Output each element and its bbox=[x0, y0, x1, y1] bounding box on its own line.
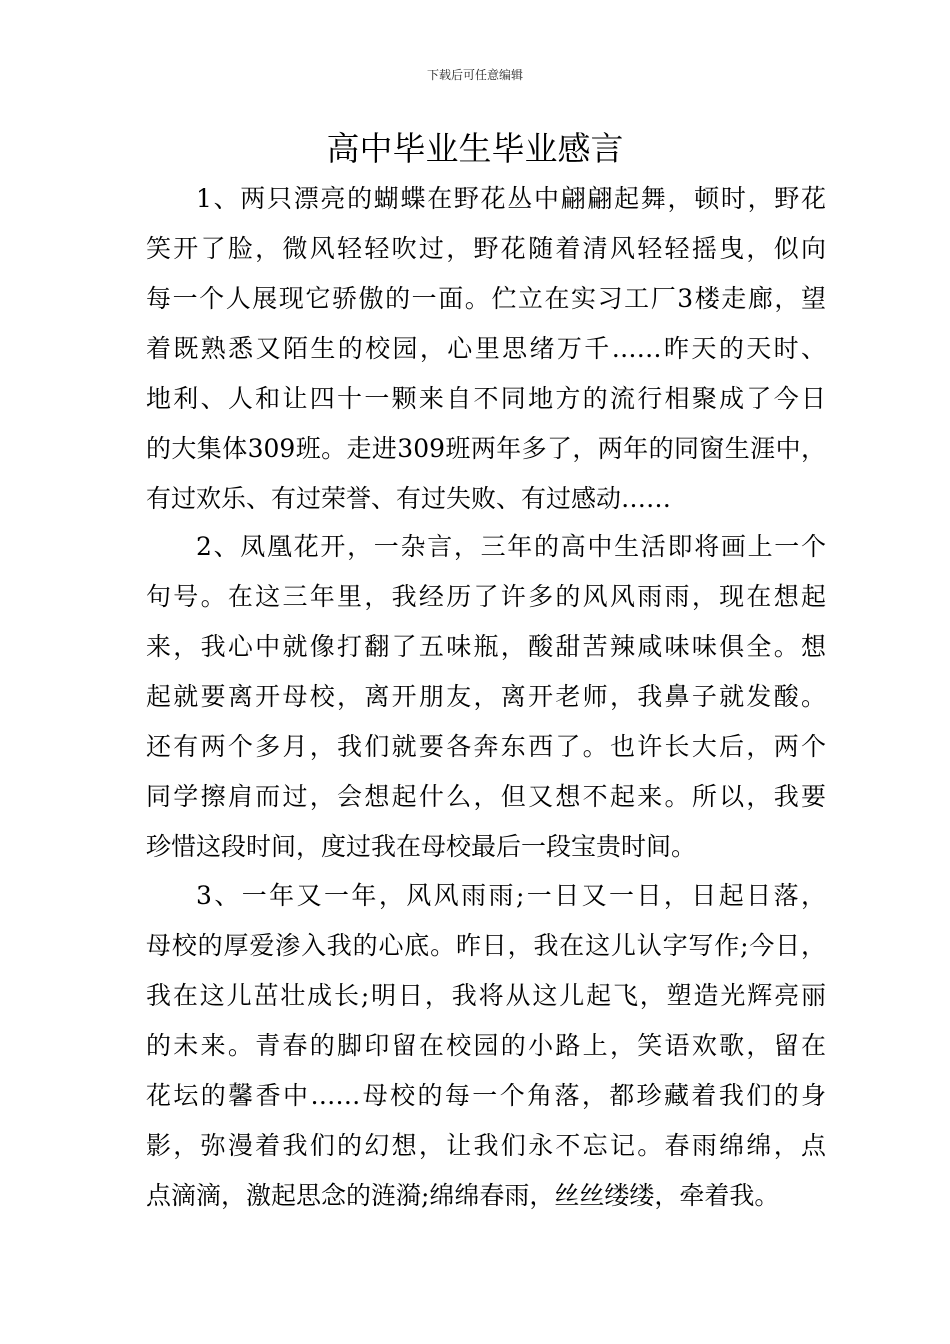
text-line: 影，弥漫着我们的幻想，让我们永不忘记。春雨绵绵，点 bbox=[146, 1131, 826, 1160]
text-line: 的未来。青春的脚印留在校园的小路上，笑语欢歌，留在 bbox=[146, 1031, 826, 1060]
text-line: 地利、人和让四十一颗来自不同地方的流行相聚成了今日 bbox=[146, 384, 826, 413]
header-note: 下载后可任意编辑 bbox=[426, 68, 523, 82]
text-line: 的大集体309班。走进309班两年多了，两年的同窗生涯中， bbox=[146, 434, 826, 463]
text-line: 着既熟悉又陌生的校园，心里思绪万千……昨天的天时、 bbox=[146, 334, 826, 363]
text-line: 有过欢乐、有过荣誉、有过失败、有过感动…… bbox=[146, 484, 672, 513]
text-line: 3、一年又一年，风风雨雨;一日又一日，日起日落， bbox=[196, 881, 826, 910]
text-line: 花坛的馨香中……母校的每一个角落，都珍藏着我们的身 bbox=[146, 1081, 826, 1110]
text-line: 珍惜这段时间，度过我在母校最后一段宝贵时间。 bbox=[146, 832, 697, 861]
text-line: 句号。在这三年里，我经历了许多的风风雨雨，现在想起 bbox=[146, 582, 826, 611]
text-line: 起就要离开母校，离开朋友，离开老师，我鼻子就发酸。 bbox=[146, 682, 826, 711]
text-line: 还有两个多月，我们就要各奔东西了。也许长大后，两个 bbox=[146, 732, 826, 761]
text-line: 2、凤凰花开，一杂言，三年的高中生活即将画上一个 bbox=[196, 532, 826, 561]
text-line: 我在这儿茁壮成长;明日，我将从这儿起飞，塑造光辉亮丽 bbox=[146, 981, 826, 1010]
page-title: 高中毕业生毕业感言 bbox=[326, 129, 624, 168]
text-line: 母校的厚爱渗入我的心底。昨日，我在这儿认字写作;今日， bbox=[146, 931, 826, 960]
text-line: 每一个人展现它骄傲的一面。伫立在实习工厂3楼走廊，望 bbox=[146, 284, 826, 313]
text-line: 点滴滴，激起思念的涟漪;绵绵春雨，丝丝缕缕，牵着我。 bbox=[146, 1181, 780, 1210]
text-line: 同学擦肩而过，会想起什么，但又想不起来。所以，我要 bbox=[146, 782, 826, 811]
text-line: 1、两只漂亮的蝴蝶在野花丛中翩翩起舞，顿时，野花 bbox=[196, 184, 826, 213]
text-line: 来，我心中就像打翻了五味瓶，酸甜苦辣咸味味俱全。想 bbox=[146, 632, 826, 661]
text-line: 笑开了脸，微风轻轻吹过，野花随着清风轻轻摇曳，似向 bbox=[146, 234, 826, 263]
